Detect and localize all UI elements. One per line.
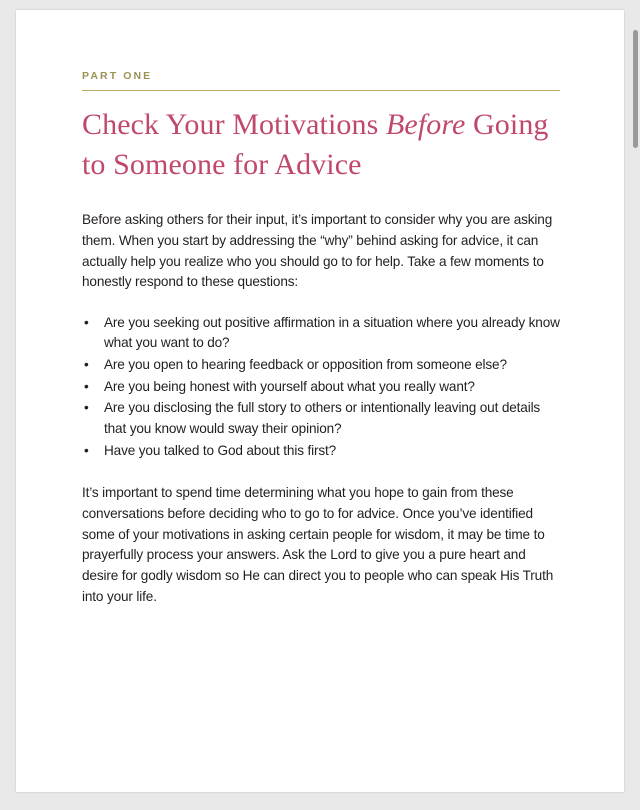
page-title xyxy=(82,105,560,184)
vertical-scrollbar[interactable] xyxy=(632,0,640,810)
list-item-label: Have you talked to God about this first? xyxy=(104,442,337,458)
list-item xyxy=(82,398,560,439)
title-segment-two: Going to Someone for Advice xyxy=(82,108,549,181)
scrollbar-thumb[interactable] xyxy=(633,30,638,148)
intro-paragraph: Before asking others for their input, it’s important to consider why you are asking them. When you start by addressing the “why” behind asking for advice, it can actually help you realize who you should go to for help. Take a few moments to honestly respond to these questions: xyxy=(82,212,553,290)
list-item xyxy=(82,313,560,354)
list-item-label: Are you disclosing the full story to others or intentionally leaving out details that you know would sway their opinion? xyxy=(104,400,541,437)
bullet-icon: • xyxy=(84,378,89,394)
document-page xyxy=(16,10,624,792)
list-item-label: Are you seeking out positive affirmation in a situation where you already know what you want to do? xyxy=(104,314,560,351)
bullet-icon: • xyxy=(84,400,89,416)
closing-paragraph: It’s important to spend time determining what you hope to gain from these conversations before deciding who to go to for advice. Once you’ve identified some of your motivations in asking certain people for wisdom, it may be time to prayerfully process your answers. Ask the Lord to give you a pure heart and desire for godly wisdom so He can direct you to people who can speak His Truth into your life. xyxy=(82,485,554,604)
title-emphasis-word: Before xyxy=(385,108,466,141)
questions-list xyxy=(82,313,560,462)
bullet-icon: • xyxy=(84,314,89,330)
list-item-label: Are you being honest with yourself about what you really want? xyxy=(104,378,475,394)
title-segment-one: Check Your Motivations xyxy=(82,108,386,141)
list-item-label: Are you open to hearing feedback or opposition from someone else? xyxy=(104,357,507,373)
bullet-icon: • xyxy=(84,357,89,373)
page-content xyxy=(82,70,560,627)
list-item xyxy=(82,377,560,398)
part-label: PART ONE xyxy=(82,70,560,91)
list-item xyxy=(82,441,560,462)
list-item xyxy=(82,355,560,376)
bullet-icon: • xyxy=(84,442,89,458)
